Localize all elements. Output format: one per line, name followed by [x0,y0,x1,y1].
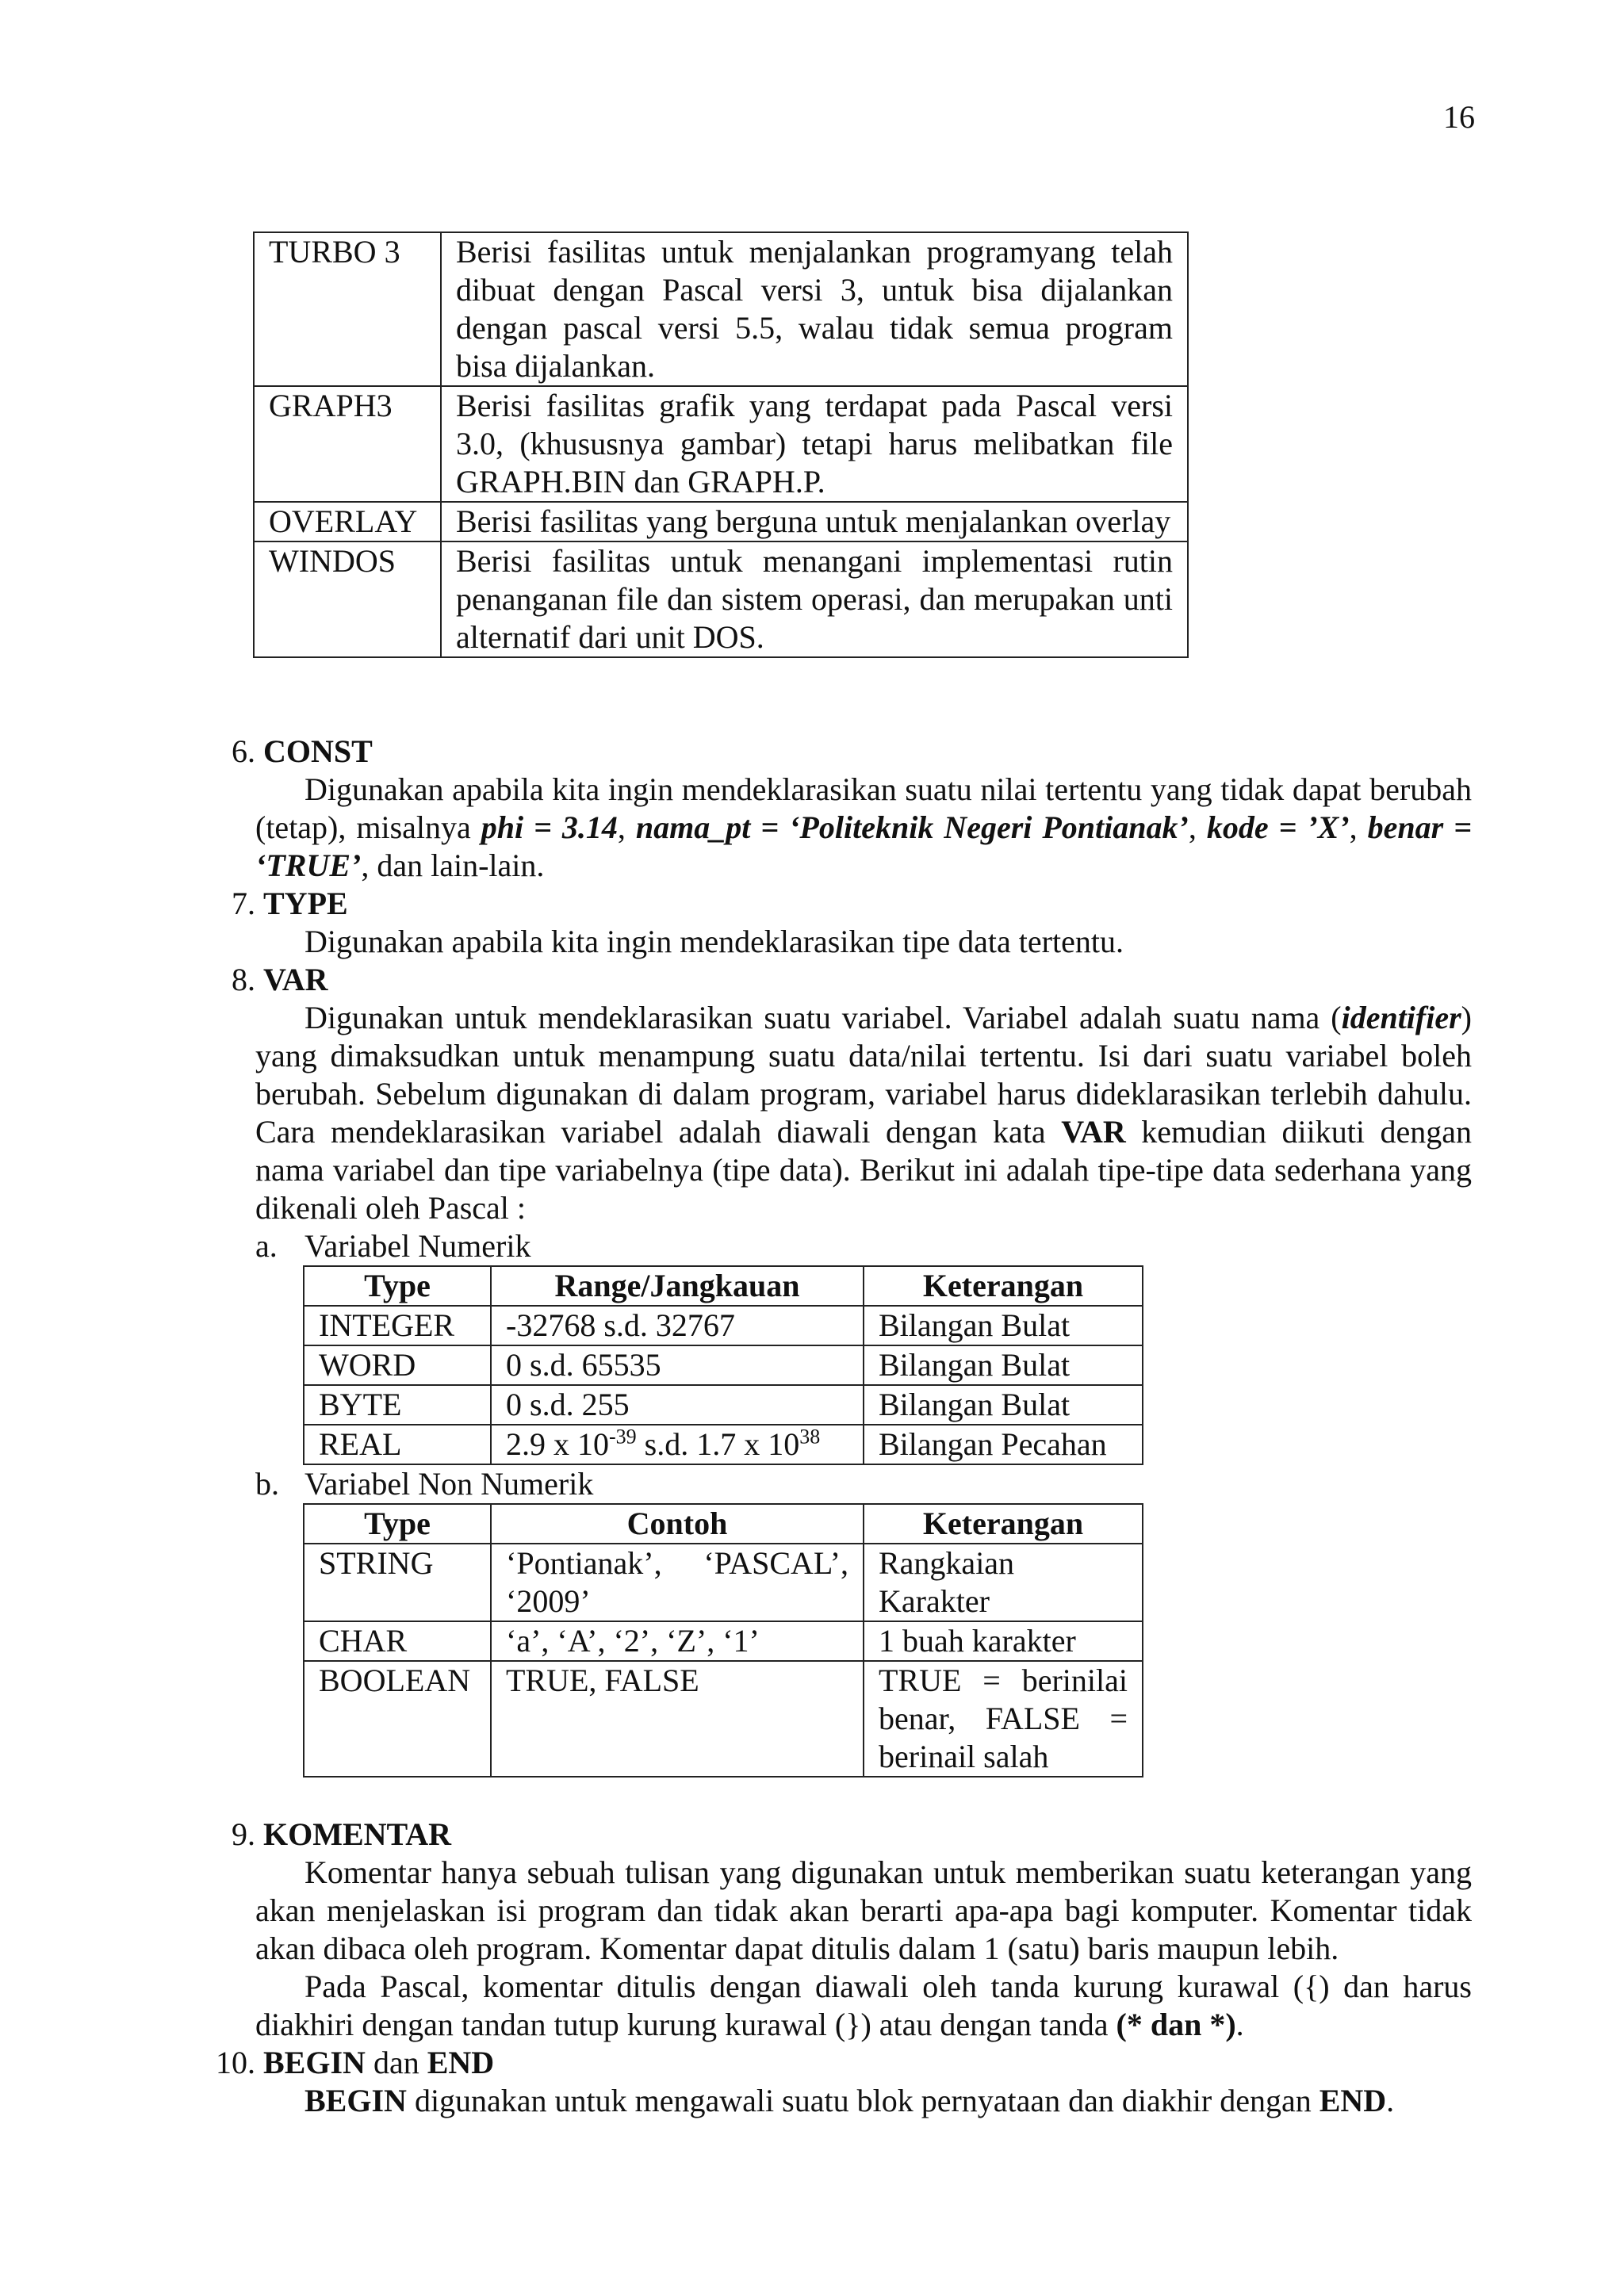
table-row [254,541,1188,657]
table-header-row [304,1504,1143,1544]
range-cell: 0 s.d. 255 [491,1385,864,1425]
document-body [203,733,1472,2120]
section-number: 7. [232,886,255,921]
section-title: BEGIN dan END [263,2045,495,2080]
range-cell: -32768 s.d. 32767 [491,1306,864,1345]
table-row [254,232,1188,386]
type-cell: INTEGER [304,1306,491,1345]
section-begin-end [203,2044,1472,2120]
section-var [203,961,1472,1777]
non-numeric-types-table [303,1503,1143,1777]
subsection-title: Variabel Numerik [304,1228,531,1264]
section-number: 6. [232,733,255,769]
column-header: Keterangan [864,1504,1143,1544]
section-title: TYPE [263,886,348,921]
table-row [254,502,1188,541]
column-header: Range/Jangkauan [491,1266,864,1306]
column-header: Type [304,1504,491,1544]
type-paragraph: Digunakan apabila kita ingin mendeklarasikan tipe data tertentu. [304,924,1124,959]
table-row [304,1544,1143,1621]
subsection-non-numeric [203,1465,1472,1503]
column-header: Type [304,1266,491,1306]
description-cell: Bilangan Bulat [864,1345,1143,1385]
description-cell: TRUE = berinilai benar, FALSE = berinail salah [864,1661,1143,1777]
unit-name: WINDOS [254,541,441,657]
type-cell: REAL [304,1425,491,1464]
unit-description: Berisi fasilitas yang berguna untuk menjalankan overlay [441,502,1188,541]
type-cell: BYTE [304,1385,491,1425]
subsection-letter: b. [255,1466,279,1502]
table-row [304,1661,1143,1777]
description-cell: Rangkaian Karakter [864,1544,1143,1621]
table-row [254,386,1188,502]
example-cell: ‘a’, ‘A’, ‘2’, ‘Z’, ‘1’ [491,1621,864,1661]
description-cell: 1 buah karakter [864,1621,1143,1661]
komentar-paragraph-2: Pada Pascal, komentar ditulis dengan diawali oleh tanda kurung kurawal ({) dan harus diakhiri dengan tandan tutup kurung kurawal (}) atau dengan tanda (* dan *). [255,1969,1472,2042]
pascal-units-table [253,232,1189,658]
type-cell: WORD [304,1345,491,1385]
type-cell: CHAR [304,1621,491,1661]
komentar-paragraph-1: Komentar hanya sebuah tulisan yang digunakan untuk memberikan suatu keterangan yang akan menjelaskan isi program dan tidak akan berarti apa-apa bagi komputer. Komentar tidak akan dibaca oleh program. Komentar dapat ditulis dalam 1 (satu) baris maupun lebih. [255,1854,1472,1966]
var-paragraph: Digunakan untuk mendeklarasikan suatu variabel. Variabel adalah suatu nama (identifier) yang dimaksudkan untuk menampung suatu data/nilai tertentu. Isi dari suatu variabel boleh berubah. Sebelum digunakan di dalam program, variabel harus dideklarasikan terlebih dahulu. Cara mendeklarasikan variabel adalah diawali dengan kata VAR kemudian diikuti dengan nama variabel dan tipe variabelnya (tipe data). Berikut ini adalah tipe-tipe data sederhana yang dikenali oleh Pascal : [255,1000,1472,1226]
table-header-row [304,1266,1143,1306]
unit-description: Berisi fasilitas untuk menjalankan programyang telah dibuat dengan Pascal versi 3, untuk bisa dijalankan dengan pascal versi 5.5, walau tidak semua program bisa dijalankan. [441,232,1188,386]
column-header: Contoh [491,1504,864,1544]
const-paragraph: Digunakan apabila kita ingin mendeklarasikan suatu nilai tertentu yang tidak dapat berubah (tetap), misalnya phi = 3.14, nama_pt = ‘Politeknik Negeri Pontianak’, kode = ’X’, benar = ‘TRUE’, dan lain-lain. [255,771,1472,883]
column-header: Keterangan [864,1266,1143,1306]
numeric-types-table [303,1265,1143,1465]
section-title: KOMENTAR [263,1816,452,1852]
type-cell: BOOLEAN [304,1661,491,1777]
range-cell: 0 s.d. 65535 [491,1345,864,1385]
section-const [203,733,1472,885]
description-cell: Bilangan Pecahan [864,1425,1143,1464]
subsection-title: Variabel Non Numerik [304,1466,594,1502]
section-number: 8. [232,962,255,997]
section-number: 9. [232,1816,255,1852]
table-row [304,1385,1143,1425]
section-type [203,885,1472,961]
example-cell: TRUE, FALSE [491,1661,864,1777]
table-row [304,1345,1143,1385]
unit-description: Berisi fasilitas untuk menangani implementasi rutin penanganan file dan sistem operasi, dan merupakan unti alternatif dari unit DOS. [441,541,1188,657]
type-cell: STRING [304,1544,491,1621]
section-komentar [203,1816,1472,2044]
page-number: 16 [1443,99,1475,135]
unit-description: Berisi fasilitas grafik yang terdapat pada Pascal versi 3.0, (khususnya gambar) tetapi harus melibatkan file GRAPH.BIN dan GRAPH.P. [441,386,1188,502]
description-cell: Bilangan Bulat [864,1306,1143,1345]
unit-name: TURBO 3 [254,232,441,386]
description-cell: Bilangan Bulat [864,1385,1143,1425]
section-title: CONST [263,733,373,769]
table-row [304,1306,1143,1345]
begin-end-paragraph: BEGIN digunakan untuk mengawali suatu blok pernyataan dan diakhir dengan END. [304,2083,1395,2118]
range-cell: 2.9 x $10^{-39}$ s.d. 1.7 x $10^{38}$ [491,1425,864,1464]
example-cell: ‘Pontianak’, ‘PASCAL’, ‘2009’ [491,1544,864,1621]
subsection-numeric [203,1227,1472,1265]
table-row [304,1621,1143,1661]
unit-name: GRAPH3 [254,386,441,502]
table-row [304,1425,1143,1464]
section-title: VAR [263,962,328,997]
section-number: 10. [216,2045,255,2080]
unit-name: OVERLAY [254,502,441,541]
subsection-letter: a. [255,1228,278,1264]
